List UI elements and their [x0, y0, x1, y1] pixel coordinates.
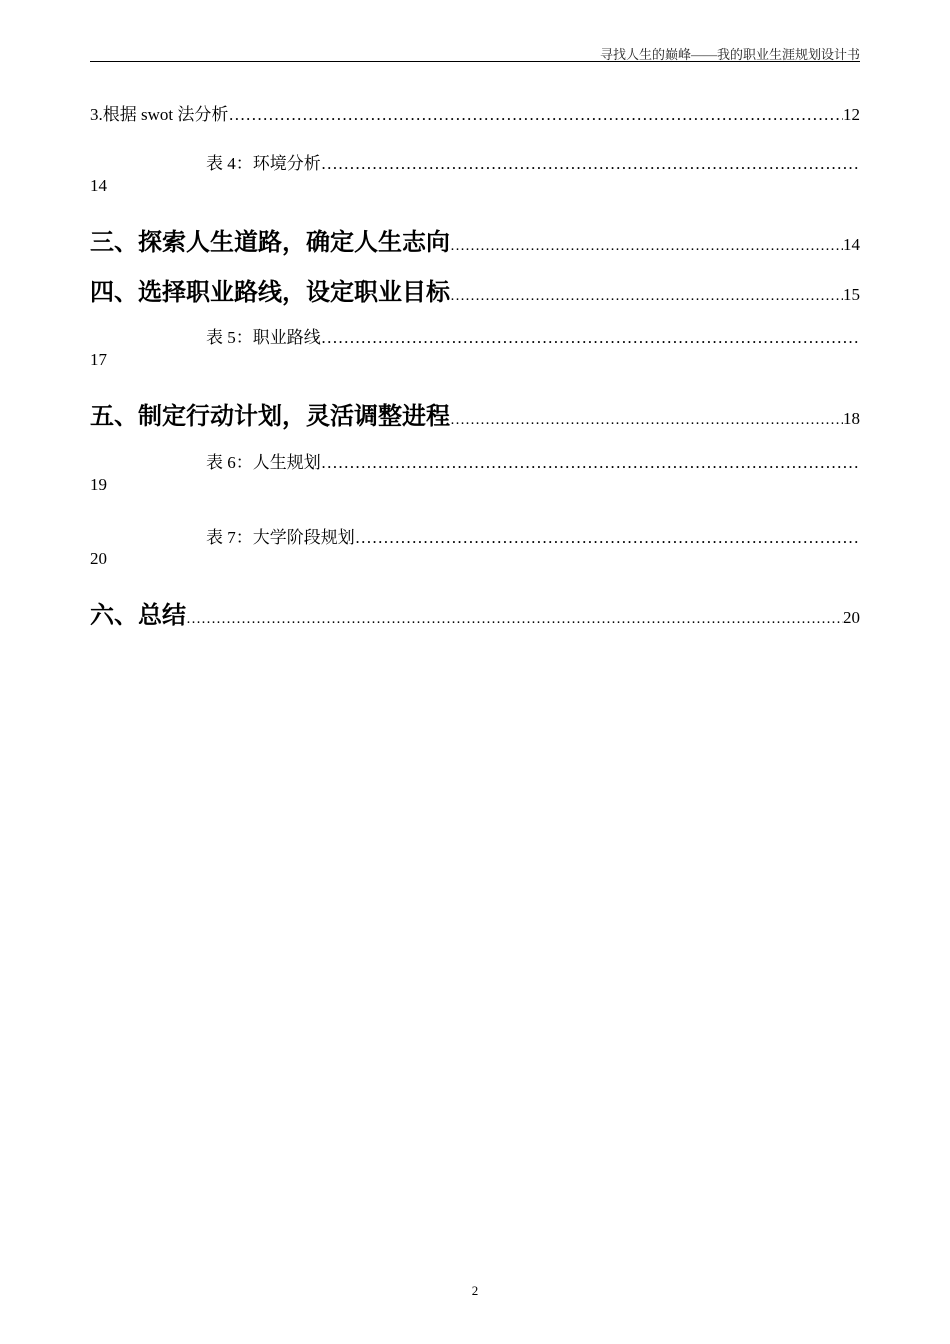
- toc-entry-page: 14: [90, 176, 107, 195]
- toc-entry-section-4[interactable]: [90, 272, 860, 307]
- toc-dot-leader: [321, 453, 860, 473]
- toc-dot-leader: [450, 288, 843, 305]
- toc-entry-table-6[interactable]: [206, 448, 860, 473]
- toc-entry-page: 14: [843, 235, 860, 254]
- toc-entry-swot[interactable]: [90, 100, 860, 125]
- toc-entry-title: 四、选择职业路线，设定职业目标: [90, 278, 450, 306]
- toc-dot-leader: [355, 528, 860, 548]
- toc-entry-title: 表 6：人生规划: [206, 453, 321, 472]
- toc-entry-table-7[interactable]: [206, 523, 860, 548]
- toc-dot-leader: [450, 412, 843, 429]
- page-number: 2: [471, 1283, 479, 1298]
- toc-dot-leader: [450, 238, 843, 255]
- toc-entry-page: 18: [843, 409, 860, 428]
- toc-entry-page: 20: [90, 549, 107, 568]
- toc-entry-title: 3.根据 swot 法分析: [90, 105, 229, 124]
- toc-entry-title: 表 5：职业路线: [206, 328, 321, 347]
- toc-entry-table-5[interactable]: [206, 323, 860, 348]
- toc-entry-title: 表 7：大学阶段规划: [206, 528, 355, 547]
- header-divider: [90, 61, 860, 62]
- toc-dot-leader: [321, 328, 860, 348]
- toc-entry-table-4[interactable]: [206, 149, 860, 174]
- toc-entry-section-6[interactable]: [90, 595, 860, 630]
- toc-entry-page: 17: [90, 350, 107, 369]
- toc-entry-page: 19: [90, 475, 107, 494]
- toc-entry-section-3[interactable]: [90, 222, 860, 257]
- running-header: 寻找人生的巅峰——我的职业生涯规划设计书: [599, 47, 860, 62]
- toc-entry-title: 六、总结: [90, 601, 186, 629]
- toc-entry-page: 20: [843, 608, 860, 627]
- toc-entry-section-5[interactable]: [90, 396, 860, 431]
- toc-dot-leader: [186, 611, 843, 628]
- toc-entry-title: 三、探索人生道路，确定人生志向: [90, 228, 450, 256]
- toc-dot-leader: [228, 105, 843, 125]
- toc-entry-page: 15: [843, 285, 860, 304]
- toc-entry-title: 五、制定行动计划，灵活调整进程: [90, 402, 450, 430]
- toc-entry-page: 12: [843, 105, 860, 124]
- toc-entry-title: 表 4：环境分析: [206, 154, 321, 173]
- toc-dot-leader: [321, 154, 860, 174]
